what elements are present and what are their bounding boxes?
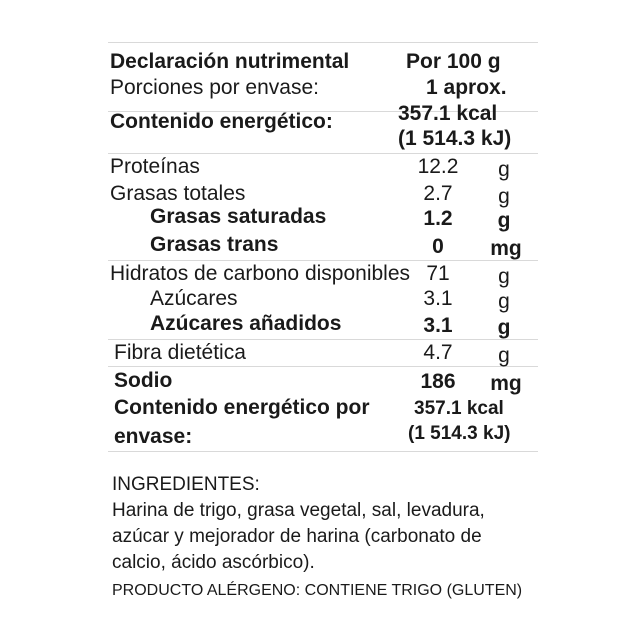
- nutrient-label-grasas-trans: Grasas trans: [150, 233, 279, 256]
- ingredients-section: [112, 472, 542, 604]
- nutrient-value: 0: [432, 235, 444, 258]
- row-separator: [108, 153, 538, 154]
- nutrient-unit: g: [498, 185, 510, 208]
- nutrient-unit: g: [498, 344, 510, 367]
- table-title: Declaración nutrimental: [110, 50, 350, 73]
- nutrient-value: 2.7: [423, 182, 453, 205]
- table-top-rule: [108, 42, 538, 43]
- ingredients-heading: INGREDIENTES:: [112, 474, 260, 495]
- nutrient-value: 3.1: [423, 314, 453, 337]
- energy-label: Contenido energético:: [110, 110, 333, 133]
- nutrient-label-proteinas: Proteínas: [110, 155, 200, 178]
- nutrient-value: 186: [420, 370, 456, 393]
- ingredients-line: azúcar y mejorador de harina (carbonato de: [112, 526, 482, 547]
- table-bottom-rule: [108, 451, 538, 452]
- energy-per-package-label-line2: envase:: [114, 425, 193, 448]
- nutrient-label-azucares: Azúcares: [150, 287, 238, 310]
- nutrient-unit: mg: [490, 372, 522, 395]
- energy-kcal: 357.1 kcal: [398, 102, 498, 125]
- nutrient-label-fibra: Fibra dietética: [114, 341, 246, 364]
- nutrient-unit: g: [497, 209, 511, 232]
- row-separator: [108, 260, 538, 261]
- nutrient-label-grasas-saturadas: Grasas saturadas: [150, 205, 327, 228]
- row-separator: [108, 339, 538, 340]
- nutrient-unit: g: [497, 316, 511, 339]
- servings-value: 1 aprox.: [426, 76, 507, 99]
- row-separator: [108, 366, 538, 367]
- nutrient-unit: mg: [490, 237, 522, 260]
- nutrient-value: 3.1: [423, 287, 453, 310]
- per-100g-label: Por 100 g: [406, 50, 501, 73]
- nutrient-unit: g: [498, 158, 510, 181]
- nutrient-value: 12.2: [417, 155, 459, 178]
- energy-kj: (1 514.3 kJ): [398, 127, 512, 150]
- nutrient-label-grasas-totales: Grasas totales: [110, 182, 246, 205]
- nutrient-label-sodio: Sodio: [114, 369, 173, 392]
- energy-per-package-label-line1: Contenido energético por: [114, 396, 370, 419]
- nutrient-value: 4.7: [423, 341, 453, 364]
- energy-per-package-kj: (1 514.3 kJ): [408, 423, 511, 444]
- nutrient-label-hidratos: Hidratos de carbono disponibles: [110, 262, 411, 285]
- allergen-warning: PRODUCTO ALÉRGENO: CONTIENE TRIGO (GLUTEN): [112, 582, 523, 599]
- nutrient-value: 1.2: [423, 207, 453, 230]
- ingredients-line: Harina de trigo, grasa vegetal, sal, levadura,: [112, 500, 485, 521]
- ingredients-line: calcio, ácido ascórbico).: [112, 552, 315, 573]
- nutrient-label-azucares-anadidos: Azúcares añadidos: [150, 312, 342, 335]
- nutrient-value: 71: [426, 262, 450, 285]
- nutrient-unit: g: [498, 265, 510, 288]
- nutrient-unit: g: [498, 290, 510, 313]
- servings-label: Porciones por envase:: [110, 76, 319, 99]
- energy-per-package-kcal: 357.1 kcal: [414, 398, 504, 419]
